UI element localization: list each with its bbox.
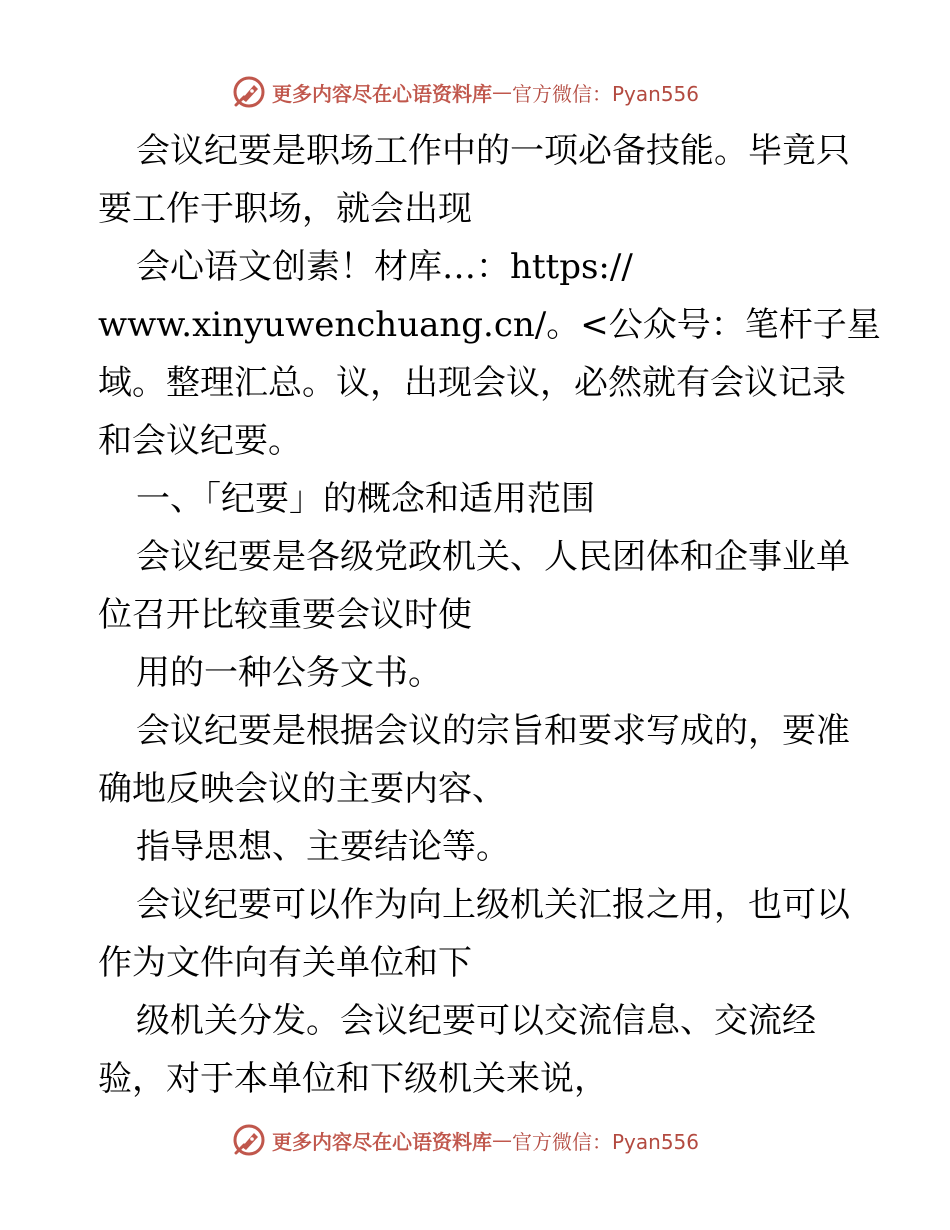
body-line: 会议纪要是根据会议的宗旨和要求写成的，要准 bbox=[136, 711, 850, 751]
banner-separator: — bbox=[492, 80, 512, 104]
banner-main-text: 更多内容尽在心语资料库 bbox=[272, 81, 492, 106]
body-line: 和会议纪要。 bbox=[98, 421, 302, 461]
banner-wechat-text: 官方微信：Pyan556 bbox=[512, 1129, 700, 1154]
body-line: 作为文件向有关单位和下 bbox=[98, 943, 472, 983]
body-line: 域。整理汇总。议，出现会议，必然就有会议记录 bbox=[98, 363, 846, 403]
body-line: 会议纪要可以作为向上级机关汇报之用，也可以 bbox=[136, 885, 850, 925]
banner-separator: — bbox=[492, 1128, 512, 1152]
body-line: 位召开比较重要会议时使 bbox=[98, 595, 472, 635]
banner-main-text: 更多内容尽在心语资料库 bbox=[272, 1129, 492, 1154]
body-line: 确地反映会议的主要内容、 bbox=[98, 769, 506, 809]
body-line: 级机关分发。会议纪要可以交流信息、交流经 bbox=[136, 1001, 816, 1041]
body-line: 用的一种公务文书。 bbox=[136, 653, 442, 693]
body-line: 会议纪要是职场工作中的一项必备技能。毕竟只 bbox=[136, 131, 850, 171]
body-line: 要工作于职场，就会出现 bbox=[98, 189, 472, 229]
banner-wechat-text: 官方微信：Pyan556 bbox=[512, 81, 700, 106]
body-line: 会议纪要是各级党政机关、人民团体和企事业单 bbox=[136, 537, 850, 577]
footer-watermark-banner bbox=[232, 1120, 699, 1160]
body-line: 会心语文创素！材库…：https:// bbox=[136, 247, 633, 287]
body-line: www.xinyuwenchuang.cn/。<公众号：笔杆子星 bbox=[98, 305, 881, 345]
document-body bbox=[98, 122, 881, 1108]
pen-nib-circle-logo-icon bbox=[232, 75, 266, 109]
body-line: 验，对于本单位和下级机关来说， bbox=[98, 1059, 608, 1099]
body-line: 指导思想、主要结论等。 bbox=[136, 827, 510, 867]
header-watermark-banner bbox=[232, 72, 699, 112]
section-heading: 一、「纪要」的概念和适用范围 bbox=[136, 479, 595, 519]
pen-nib-circle-logo-icon bbox=[232, 1123, 266, 1157]
